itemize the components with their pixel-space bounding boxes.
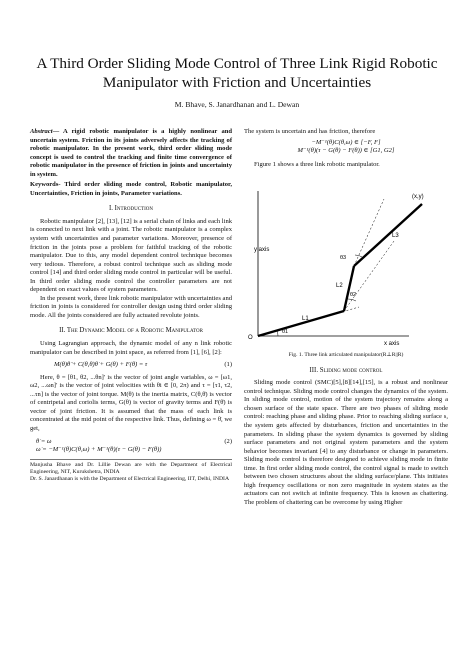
smc-heading: III. Sliding mode control [309,366,383,374]
link-3 [354,204,422,266]
angle-arc-3 [355,255,362,257]
end-effector-label: (x,y) [412,194,424,201]
label-l1: L1 [302,316,309,323]
right-column [244,128,448,507]
label-theta1: θ1 [282,329,289,336]
footnote-1: Manjusha Bhave and Dr. Lillie Dewan are with the Department of Electrical Engineering, NIT, Kurukshetra, INDIA [30,461,232,475]
dynamic-model-heading: II. The Dynamic Model of a Robotic Manipulator [59,327,203,335]
link-1 [258,311,344,336]
equation-1 [30,361,232,370]
label-l2: L2 [336,283,343,290]
label-theta3: θ3 [340,255,347,262]
figure-caption: Fig. 1. Three link articulated manipulator(R⊥R||R) [288,352,404,359]
keywords: Keywords- Third order sliding mode control, Robotic manipulator, Uncertainties, Friction in joints, Parameter variations. [30,181,232,197]
footnote-2: Dr. S. Janardhanan is with the Department of Electrical Engineering, IIT, Delhi, INDIA [30,475,230,482]
x-axis-label: x axis [384,341,400,348]
label-l3: L3 [392,233,399,240]
smc-paragraph-1: Sliding mode control (SMC)[5],[8][14],[15], is a robust and nonlinear control technique. Sliding mode control changes the dynamics of the system. In sliding mode control, motion of the system trajectory remains along a chosen surface of the state space. There are two phases of sliding mode control: reaching phase and sliding phase. Prior to reaching sliding surface s, the system gets affected by disturbances, friction and uncertainties in the parameters. In sliding phase the system dynamics is governed by sliding surface parameters and not original system parameters and the system behavior becomes invariant [4] to any disturbance or change in parameters. Sliding mode control is therefore designed to achieve sliding mode in finite time. In first order sliding mode control, the control signal is made to switch between two chosen structures about the sliding surface/plane. This initiates high frequency oscillations or non zero magnitude in system states as the actuators can not switch at infinite frequency. This is known as chattering. The problem of chattering can be overcome by using Higher [244,379,448,506]
footnotes [30,459,232,483]
y-axis-label: y axis [254,247,270,254]
intro-heading: I. Introduction [108,205,154,213]
equation-1-number: (1) [224,361,232,369]
dashed-guide-3 [354,199,384,266]
intro-paragraph-2: In the present work, three link robotic manipulator with uncertainties and friction in joints is considered for controller design using third order sliding mode. All the joints considered are fully actuated revolute joints. [30,294,232,319]
left-column [30,128,232,483]
manipulator-figure [244,171,448,349]
dynamic-paragraph-2: Here, θ = [θ1, θ2, ...θn]′ is the vector of joint angle variables, ω = [ω1, ω2, ...ωn]′ is the vector of joint velocities with θi ∈ [0, 2π) and τ = [τ1, τ2, ...τn] is the vector of joint torque. M(θ) is the inertia matrix, C(θ,θ̇) is vector of centripetal and coriolis terms, G(θ) is vector of gravity terms and F(θ̇) is vector of joint friction. It is assumed that the mass of each link is concentrated at the mid point of the respective link. Thus, defining ω = θ̇, we get, [30,373,232,432]
equation-2-line-1: θ̇ = ω [36,437,52,445]
dynamic-paragraph-1: Using Lagrangian approach, the dynamic model of any n link robotic manipulator can be described in joint space, as referred from [1], [6], [2]: [30,340,232,356]
abstract-text: — A rigid robotic manipulator is a highly nonlinear and uncertain system. Friction in its joints adversely affects the tracking of robotic manipulator. In the present work, third order sliding mode concept is used to control the tracking and finite time convergence of robotic manipulator in the presence of friction in joints and uncertainty in system. [30,128,232,178]
equation-1-body: M(θ)θ̈ + C(θ,θ̇)θ̇ + G(θ) + F(θ̇) = τ [54,361,148,369]
origin-label: O [248,335,253,342]
equation-2 [30,438,232,455]
authors: M. Bhave, S. Janardhanan and L. Dewan [174,100,300,109]
right-paragraph-2: Figure 1 shows a three link robotic manipulator. [254,160,380,168]
right-paragraph-1: The system is uncertain and has friction, therefore [244,128,376,135]
uncertainty-eq-2: M⁻¹(θ)(τ − G(θ) − F(θ)) ∈ [G1, G2] [297,147,395,155]
intro-paragraph-1: Robotic manipulator [2], [13], [12] is a serial chain of links and each link is connected to next link with a joint. The robotic manipulator is a complex system with uncertainties and parameter variations. Moreover, presence of friction in the joints pose a problem for faithful tracking of the robotic manipulator. Due to this, any model dependent control technique becomes very tedious. Therefore, a robust control technique such as sliding mode control [14] and third order sliding mode control in particular will be useful. In third order sliding mode control the controller parameters are not dependent on exact values of system parameters. [30,217,232,294]
abstract-label: Abstract [30,128,53,135]
abstract [30,128,232,179]
equation-2-line-2: ω̇ = −M⁻¹(θ)C(θ,ω) + M⁻¹(θ)(τ − G(θ) − F(θ)) [36,446,162,454]
paper-title: A Third Order Sliding Mode Control of Three Link Rigid Robotic Manipulator with Friction and Uncertainties [36,55,438,91]
equation-2-number: (2) [224,437,232,445]
label-theta2: θ2 [350,292,357,299]
uncertainty-eq-1: −M⁻¹(θ)C(θ,ω) ∈ [−F, F] [311,138,381,146]
